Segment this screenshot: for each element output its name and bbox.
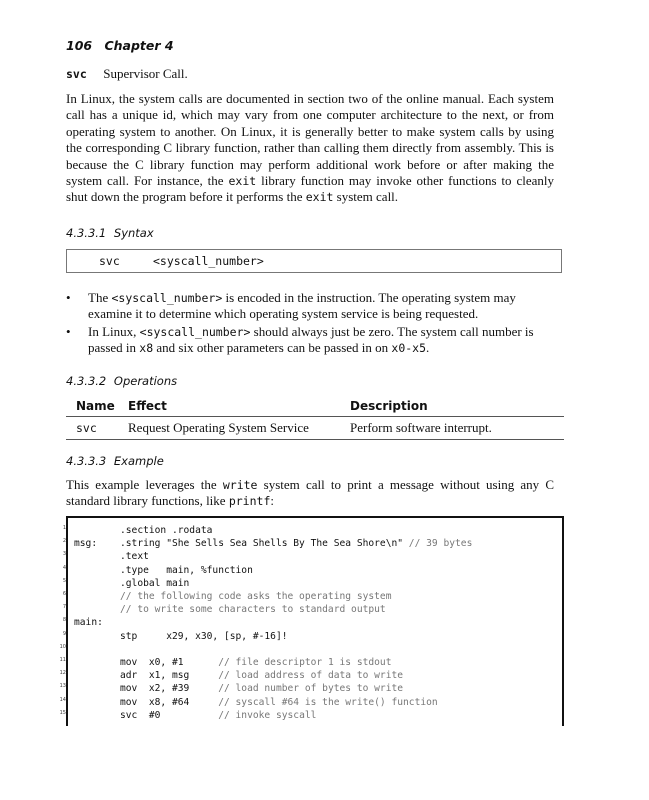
code-comment: // to write some characters to standard output [120,604,386,616]
line-number: 12 [59,670,66,677]
column-header: Description [350,397,564,417]
chapter-title: Chapter 4 [104,38,174,53]
section-number: 4.3.3.2 [66,374,107,388]
example-text: system call to print a message without using any C standard library functions, like [66,477,555,509]
line-number: 7 [62,604,66,611]
code-label: main: [74,617,103,629]
syntax-notes [66,290,556,358]
code-body [120,537,472,550]
note-code: x0-x5 [391,341,427,356]
section-title: Syntax [113,226,154,240]
syntax-mnemonic: svc [99,254,120,268]
note-code: x8 [139,341,154,356]
code-text: mov x2, #39 [120,683,219,695]
note-text: is encoded in the instruction. The operating system may examine it to determine which operating system service is being requested. [88,290,516,322]
note-text: The [88,290,112,305]
line-number: 9 [62,630,66,637]
line-number: 1 [62,525,66,531]
code-body [120,524,212,537]
note-code: <syscall_number> [111,291,223,305]
code-body [120,603,386,616]
code-body [120,709,316,722]
line-number: 10 [59,643,66,650]
column-header: Name [66,397,128,417]
svc-definition [66,66,188,82]
syntax-operand: <syscall_number> [153,254,264,268]
column-header: Effect [128,397,350,417]
code-text: adr x1, msg [120,670,219,682]
note-code: <syscall_number> [139,324,251,339]
code-comment: // load address of data to write [218,670,404,682]
intro-text-3: system call. [333,189,399,205]
code-comment: // file descriptor 1 is stdout [218,657,392,668]
line-number: 13 [59,683,66,690]
line-number: 11 [59,657,66,663]
code-body [120,590,391,603]
exit-code-2: exit [305,190,334,205]
code-comment: // load number of bytes to write [218,683,404,695]
example-text: : [270,493,274,509]
svc-description: Supervisor Call. [103,66,188,81]
code-label: msg: [74,538,98,550]
code-text: .text [120,551,149,563]
svc-keyword: svc [66,67,87,81]
table-row [66,417,564,440]
example-intro [66,477,554,510]
code-comment: // 39 bytes [403,538,473,550]
line-number: 4 [62,564,66,571]
table-cell: svc [66,417,128,440]
line-number: 6 [62,591,66,597]
line-number: 3 [62,551,66,558]
intro-paragraph [66,91,554,206]
exit-code-1: exit [228,174,257,189]
operations-table [66,397,564,440]
code-listing [66,516,564,726]
line-number: 2 [62,538,66,545]
section-number: 4.3.3.3 [66,454,107,468]
code-body [120,656,391,669]
page-header [66,38,174,53]
code-body [120,696,438,709]
syntax-box [66,249,562,273]
intro-text-1: In Linux, the system calls are documented in section two of the online manual. Each system call has a unique id, which may vary from one computer architecture to the next, or from operating system to another. On Linux, it is generally better to make system calls by using the corresponding C library function, rather than calling them directly from assembly. This is because the C library function may perform additional work before or after making the system call. For instance, the [66,91,554,189]
example-heading [66,454,164,468]
note-text: and six other parameters can be passed in on [153,340,392,356]
code-text: .section .rodata [120,525,213,536]
code-text: .global main [120,577,190,589]
syntax-heading [66,226,154,240]
code-text: .type main, %function [120,564,253,576]
code-comment: // invoke syscall [218,709,317,721]
code-text: .string "She Sells Sea Shells By The Sea Shore\n" [120,538,404,550]
page-number: 106 [66,38,93,53]
section-number: 4.3.3.1 [66,226,107,240]
operations-heading [66,374,177,388]
code-text: stp x29, x30, [sp, #-16]! [120,630,288,642]
code-body [120,564,253,577]
line-number: 8 [62,617,66,624]
line-number: 5 [62,577,66,584]
code-text: mov x8, #64 [120,696,219,708]
list-item [66,324,556,357]
line-number: 14 [59,696,66,703]
code-body [120,669,403,682]
code-text: svc #0 [120,709,219,721]
code-body [120,550,149,563]
section-title: Example [113,454,164,468]
line-number: 15 [59,709,66,716]
list-item [66,290,556,323]
code-text: mov x0, #1 [120,657,219,668]
code-body [120,682,403,695]
section-title: Operations [113,374,178,388]
table-cell: Perform software interrupt. [350,417,564,440]
table-header-row [66,397,564,417]
code-comment: // the following code asks the operating system [120,591,392,602]
write-code: write [222,478,258,492]
code-body [120,630,288,643]
table-cell: Request Operating System Service [128,417,350,440]
intro-text-2: library function may invoke other functions to cleanly shut down the program before it performs the [66,173,554,205]
note-text: . [426,340,430,356]
printf-code: printf [228,494,271,509]
example-text: This example leverages the [66,477,223,492]
code-comment: // syscall #64 is the write() function [218,696,438,708]
note-text: should always just be zero. The system call number is passed in [88,323,534,356]
code-body [120,577,189,590]
note-text: In Linux, [88,323,140,339]
